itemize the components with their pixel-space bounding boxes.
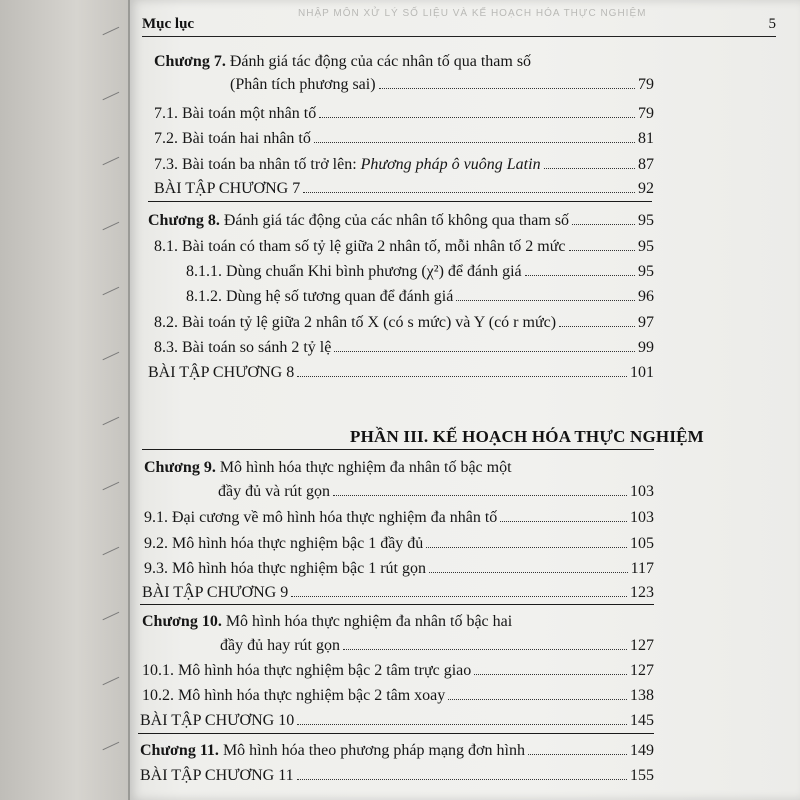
dot-leader [319, 117, 635, 118]
page-number: 79 [638, 105, 654, 122]
dot-leader [291, 596, 627, 597]
chapter-label: Chương 9. [144, 459, 216, 476]
exercises-title: BÀI TẬP CHƯƠNG 9 [142, 584, 289, 601]
toc-entry-chapter-7[interactable] [230, 75, 654, 95]
toc-entry-7-3[interactable] [154, 155, 654, 175]
dot-leader [572, 224, 635, 225]
toc-entry-9-1[interactable] [144, 508, 654, 528]
dot-leader [297, 376, 627, 377]
chapter-label: Chương 11. [140, 742, 219, 759]
page-number: 95 [638, 238, 654, 255]
chapter-title: Mô hình hóa thực nghiệm đa nhân tố bậc một [219, 459, 512, 476]
part-divider [142, 449, 654, 450]
exercises-title: BÀI TẬP CHƯƠNG 8 [148, 364, 295, 381]
chapter-title-continued: đầy đủ hay rút gọn [220, 637, 340, 654]
page-number: 99 [638, 339, 654, 356]
toc-entry-8-2[interactable] [154, 313, 654, 333]
dot-leader [528, 754, 627, 755]
header-title: Mục lục [142, 16, 195, 32]
section-title-italic: Phương pháp ô vuông Latin [360, 156, 541, 173]
page-edge-mark [103, 157, 124, 175]
page-number: 79 [638, 76, 654, 93]
exercises-title: BÀI TẬP CHƯƠNG 11 [140, 767, 294, 784]
page-number: 87 [638, 156, 654, 173]
page-number: 103 [630, 509, 654, 526]
section-title: 8.3. Bài toán so sánh 2 tỷ lệ [154, 339, 332, 356]
chapter-label: Chương 10. [142, 613, 222, 630]
page-number: 117 [630, 560, 654, 577]
page-edge-mark [103, 417, 124, 435]
part-heading: PHẦN III. KẾ HOẠCH HÓA THỰC NGHIỆM [350, 427, 704, 446]
show-through-text: NHẬP MÔN XỬ LÝ SỐ LIỆU VÀ KẾ HOẠCH HÓA THỰC NGHIỆM [298, 8, 647, 19]
page-edge-mark [103, 547, 124, 565]
dot-leader [569, 250, 636, 251]
toc-entry-10-2[interactable] [142, 686, 654, 706]
section-title: 9.3. Mô hình hóa thực nghiệm bậc 1 rút gọn [144, 560, 426, 577]
dot-leader [426, 547, 627, 548]
toc-entry-exercises-7[interactable] [154, 179, 654, 199]
header-page-number: 5 [768, 16, 776, 32]
page-gutter-shadow [128, 0, 130, 800]
dot-leader [500, 521, 627, 522]
section-title: 10.2. Mô hình hóa thực nghiệm bậc 2 tâm xoay [142, 687, 446, 704]
section-title: 7.2. Bài toán hai nhân tố [154, 130, 311, 147]
section-title: 7.3. Bài toán ba nhân tố trở lên: [154, 156, 357, 173]
chapter-9-heading [144, 458, 512, 478]
chapter-title: Đánh giá tác động của các nhân tố không qua tham số [223, 212, 570, 229]
section-divider [140, 604, 654, 605]
dot-leader [333, 495, 627, 496]
dot-leader [559, 326, 635, 327]
dot-leader [314, 142, 635, 143]
dot-leader [474, 674, 627, 675]
page-number: 149 [630, 742, 654, 759]
page-number: 81 [638, 130, 654, 147]
exercises-title: BÀI TẬP CHƯƠNG 10 [140, 712, 295, 729]
toc-entry-chapter-11[interactable] [140, 741, 654, 761]
page-number: 95 [638, 212, 654, 229]
section-title: 9.1. Đại cương về mô hình hóa thực nghiệm đa nhân tố [144, 509, 498, 526]
toc-entry-chapter-9[interactable] [218, 482, 654, 502]
toc-entry-8-1-2[interactable] [186, 287, 654, 307]
page-number: 103 [630, 483, 654, 500]
page-edge-mark [103, 612, 124, 630]
page-edge-mark [103, 287, 124, 305]
chapter-title-continued: đầy đủ và rút gọn [218, 483, 330, 500]
page-number: 92 [638, 180, 654, 197]
section-title: 10.1. Mô hình hóa thực nghiệm bậc 2 tâm trực giao [142, 662, 472, 679]
dot-leader [456, 300, 635, 301]
subsection-title: 8.1.2. Dùng hệ số tương quan để đánh giá [186, 288, 454, 305]
chapter-label: Chương 7. [154, 53, 226, 70]
chapter-title: Đánh giá tác động của các nhân tố qua tham số [229, 53, 532, 70]
page-number: 97 [638, 314, 654, 331]
page-edge-mark [103, 27, 124, 45]
exercises-title: BÀI TẬP CHƯƠNG 7 [154, 180, 301, 197]
left-page-edge [0, 0, 128, 800]
dot-leader [297, 779, 627, 780]
toc-page [128, 0, 800, 800]
page-number: 127 [630, 637, 654, 654]
chapter-10-heading [142, 612, 512, 632]
chapter-title: Mô hình hóa theo phương pháp mạng đơn hình [222, 742, 525, 759]
page-edge-mark [103, 482, 124, 500]
page-edge-mark [103, 677, 124, 695]
section-title: 9.2. Mô hình hóa thực nghiệm bậc 1 đầy đủ [144, 535, 424, 552]
section-divider [138, 733, 654, 734]
page-edge-mark [103, 222, 124, 240]
page-number: 101 [630, 364, 654, 381]
dot-leader [448, 699, 627, 700]
toc-entry-exercises-9[interactable] [142, 583, 654, 603]
toc-entry-exercises-10[interactable] [140, 711, 654, 731]
page-number: 127 [630, 662, 654, 679]
dot-leader [334, 351, 635, 352]
page-edge-mark [103, 352, 124, 370]
toc-entry-9-3[interactable] [144, 559, 654, 579]
page-number: 123 [630, 584, 654, 601]
dot-leader [343, 649, 627, 650]
dot-leader [525, 275, 635, 276]
running-header [142, 10, 776, 37]
dot-leader [379, 88, 635, 89]
toc-entry-8-1-1[interactable] [186, 262, 654, 282]
page-number: 96 [638, 288, 654, 305]
toc-entry-10-1[interactable] [142, 661, 654, 681]
toc-entry-7-1[interactable] [154, 104, 654, 124]
subsection-title: 8.1.1. Dùng chuẩn Khi bình phương (χ²) để đánh giá [186, 263, 522, 280]
chapter-label: Chương 8. [148, 212, 220, 229]
toc-entry-8-1[interactable] [154, 237, 654, 257]
dot-leader [303, 192, 635, 193]
page-number: 155 [630, 767, 654, 784]
toc-entry-7-2[interactable] [154, 129, 654, 149]
toc-entry-exercises-8[interactable] [148, 363, 654, 383]
toc-entry-9-2[interactable] [144, 534, 654, 554]
toc-entry-chapter-8[interactable] [148, 211, 654, 231]
chapter-7-heading [154, 52, 531, 72]
chapter-title-continued: (Phân tích phương sai) [230, 76, 376, 93]
toc-entry-chapter-10[interactable] [220, 636, 654, 656]
chapter-title: Mô hình hóa thực nghiệm đa nhân tố bậc hai [225, 613, 513, 630]
page-edge-mark [103, 92, 124, 110]
section-title: 7.1. Bài toán một nhân tố [154, 105, 317, 122]
section-title: 8.2. Bài toán tỷ lệ giữa 2 nhân tố X (có s mức) và Y (có r mức) [154, 314, 557, 331]
page-number: 145 [630, 712, 654, 729]
page-number: 105 [630, 535, 654, 552]
toc-entry-exercises-11[interactable] [140, 766, 654, 786]
page-number: 138 [630, 687, 654, 704]
page-edge-mark [103, 742, 124, 760]
dot-leader [429, 572, 628, 573]
section-title: 8.1. Bài toán có tham số tỷ lệ giữa 2 nhân tố, mỗi nhân tố 2 mức [154, 238, 566, 255]
toc-entry-8-3[interactable] [154, 338, 654, 358]
section-divider [148, 201, 652, 202]
dot-leader [544, 168, 635, 169]
page-number: 95 [638, 263, 654, 280]
dot-leader [297, 724, 627, 725]
